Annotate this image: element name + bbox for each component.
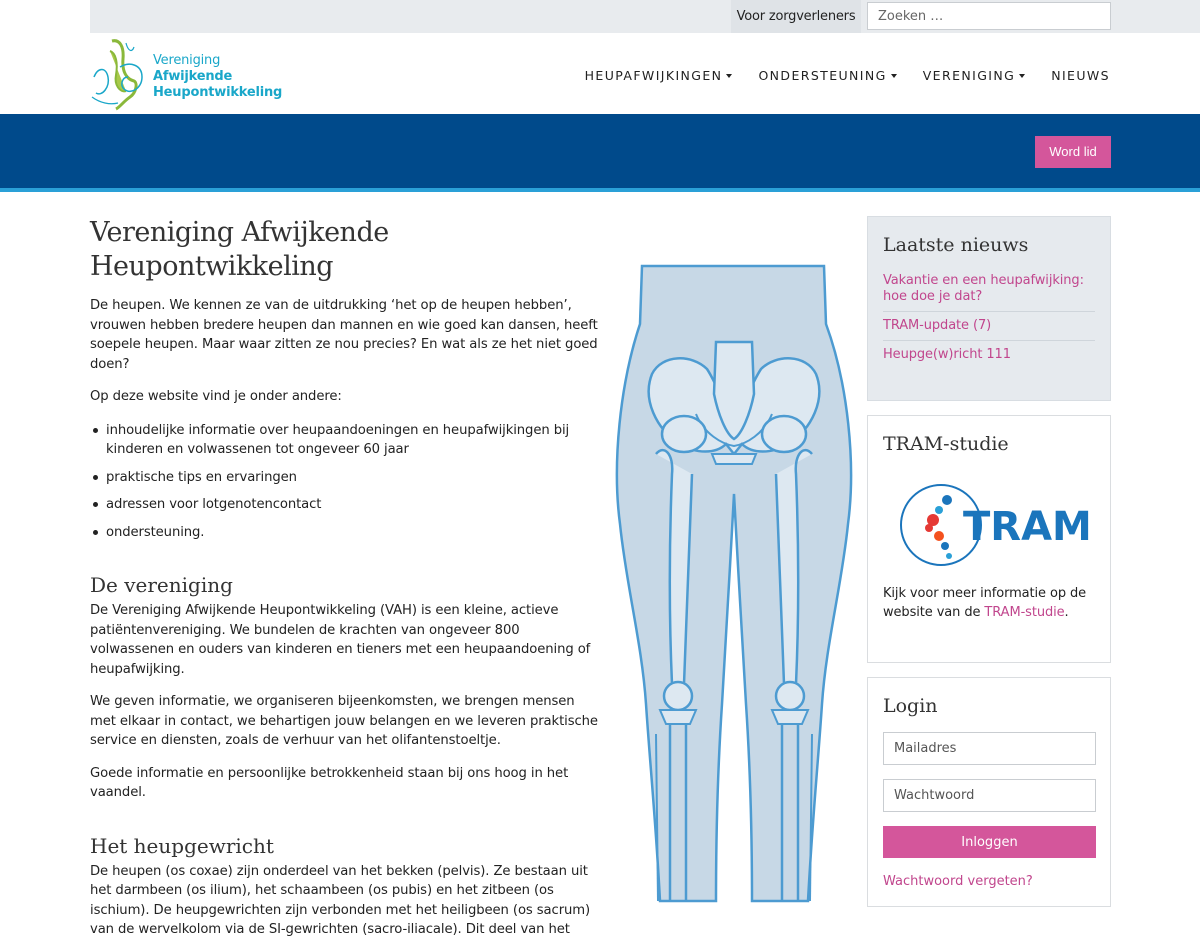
hip-logo-icon bbox=[90, 37, 152, 111]
heupgewricht-paragraph-1: De heupen (os coxae) zijn onderdeel van het bekken (pelvis). Ze bestaan uit het darmbeen (os ilium), het schaambeen (os pubis) en het zitbeen (os ischium). De heupgewrichten zijn verbonden met het heiligbeen (os sacrum) van de wervelkolom via de SI-gewrichten (sacro-iliacale). Dit deel van het bbox=[90, 863, 591, 937]
vereniging-paragraph-2: We geven informatie, we organiseren bijeenkomsten, we brengen mensen met elkaar in contact, we behartigen jouw belangen en we leveren praktische service en diensten, zoals de verhuur van het olifantenstoeltje. bbox=[90, 694, 598, 748]
latest-news-title: Laatste nieuws bbox=[883, 234, 1029, 256]
latest-news-widget bbox=[867, 216, 1111, 401]
word-lid-button[interactable]: Word lid bbox=[1035, 136, 1111, 168]
list-item: praktische tips en ervaringen bbox=[90, 468, 570, 488]
list-item: adressen voor lotgenotencontact bbox=[90, 495, 570, 515]
login-button[interactable]: Inloggen bbox=[883, 826, 1096, 858]
login-widget bbox=[867, 677, 1111, 907]
tram-study-widget bbox=[867, 415, 1111, 663]
nav-item-vereniging[interactable] bbox=[923, 68, 1025, 83]
tram-logo-text: TRAM bbox=[963, 504, 1092, 550]
site-logo[interactable] bbox=[90, 37, 283, 111]
nav-item-nieuws[interactable] bbox=[1051, 68, 1110, 83]
page-title: Vereniging Afwijkende Heupontwikkeling bbox=[90, 217, 389, 282]
skeleton-illustration bbox=[612, 264, 856, 901]
list-intro: Op deze website vind je onder andere: bbox=[90, 389, 342, 404]
vereniging-paragraph-3: Goede informatie en persoonlijke betrokkenheid staan bij ons hoog in het vaandel. bbox=[90, 765, 569, 800]
search-input[interactable] bbox=[867, 2, 1111, 30]
section-heading-heupgewricht: Het heupgewricht bbox=[90, 833, 274, 858]
list-item: ondersteuning. bbox=[90, 523, 570, 543]
feature-list bbox=[90, 421, 610, 543]
main-nav bbox=[585, 68, 1110, 83]
professionals-link[interactable]: Voor zorgverleners bbox=[731, 0, 861, 33]
nav-item-label: VERENIGING bbox=[922, 68, 1016, 83]
nav-item-ondersteuning[interactable] bbox=[758, 68, 896, 83]
nav-item-label: ONDERSTEUNING bbox=[758, 68, 887, 83]
tram-text-after: . bbox=[1064, 605, 1069, 620]
logo-line-1: Vereniging bbox=[153, 53, 221, 68]
logo-line-3: Heupontwikkeling bbox=[153, 85, 283, 100]
tram-study-title: TRAM-studie bbox=[883, 433, 1009, 455]
top-bar-spacer bbox=[0, 0, 90, 33]
caret-down-icon bbox=[1019, 74, 1025, 78]
tram-text-before: Kijk voor meer informatie op de website van de bbox=[883, 586, 1087, 620]
forgot-password-link[interactable]: Wachtwoord vergeten? bbox=[883, 874, 1033, 889]
caret-down-icon bbox=[726, 74, 732, 78]
logo-text bbox=[153, 53, 282, 101]
logo-line-2: Afwijkende bbox=[153, 69, 233, 84]
news-link[interactable]: Vakantie en een heupafwijking: hoe doe je dat? bbox=[883, 267, 1095, 312]
intro-paragraph: De heupen. We kennen ze van de uitdrukking ‘het op de heupen hebben’, vrouwen hebben bredere heupen dan mannen en wie goed kan dansen, heeft soepele heupen. Maar waar zitten ze nou precies? En wat als ze het niet goed doen? bbox=[90, 298, 598, 372]
news-link[interactable]: Heupge(w)richt 111 bbox=[883, 347, 1011, 362]
section-heading-vereniging: De vereniging bbox=[90, 573, 233, 597]
email-field[interactable] bbox=[883, 732, 1096, 765]
tram-logo bbox=[883, 470, 1097, 580]
tram-study-text bbox=[883, 584, 1095, 622]
top-bar bbox=[0, 0, 1200, 33]
nav-item-label: HEUPAFWIJKINGEN bbox=[584, 68, 723, 83]
news-link[interactable]: TRAM-update (7) bbox=[883, 312, 1095, 341]
hero-banner bbox=[0, 114, 1200, 192]
main-content bbox=[90, 216, 610, 940]
caret-down-icon bbox=[891, 74, 897, 78]
nav-item-label: NIEUWS bbox=[1051, 68, 1110, 83]
vereniging-paragraph-1: De Vereniging Afwijkende Heupontwikkeling (VAH) is een kleine, actieve patiëntenvereniging. We bundelen de krachten van ongeveer 800 volwassenen en ouders van kinderen en tieners met een heupaandoening of heupafwijking. bbox=[90, 603, 591, 677]
tram-study-link[interactable]: TRAM-studie bbox=[984, 605, 1065, 620]
list-item: inhoudelijke informatie over heupaandoeningen en heupafwijkingen bij kinderen en volwassenen tot ongeveer 60 jaar bbox=[90, 421, 570, 460]
nav-item-heupafwijkingen[interactable] bbox=[585, 68, 733, 83]
password-field[interactable] bbox=[883, 779, 1096, 812]
login-title: Login bbox=[883, 695, 938, 717]
